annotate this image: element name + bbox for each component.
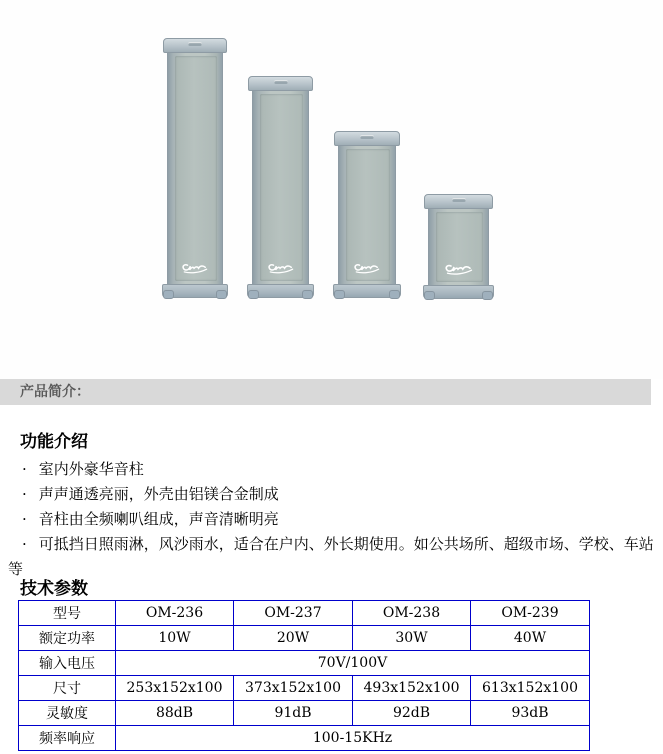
speaker-top-cap: [248, 76, 313, 91]
cell-value: 613x152x100: [471, 676, 590, 701]
handle-slot-icon: [452, 198, 466, 202]
bullet-dot-icon: ·: [22, 535, 27, 553]
row-label: 额定功率: [19, 626, 116, 651]
cell-value: 20W: [234, 626, 353, 651]
feature-bullet-1: [8, 457, 655, 482]
cell-value: OM-238: [353, 601, 471, 626]
speaker-foot: [334, 290, 345, 299]
cell-value: 253x152x100: [116, 676, 234, 701]
speaker-column-3: [337, 131, 397, 298]
speaker-top-cap: [424, 194, 493, 209]
speaker-base: [333, 284, 401, 298]
section-banner: [0, 379, 651, 405]
feature-bullet-3: [8, 507, 655, 532]
cell-value: 91dB: [234, 701, 353, 726]
table-row-frequency-response: [19, 726, 590, 751]
cell-value: 493x152x100: [353, 676, 471, 701]
banner-title: 产品简介：: [20, 384, 90, 400]
speaker-foot: [163, 290, 174, 299]
speaker-column-2: [251, 76, 310, 298]
speaker-body: [167, 53, 223, 284]
row-label: 灵敏度: [19, 701, 116, 726]
features-heading: 功能介绍: [20, 432, 88, 452]
speaker-top-cap: [163, 38, 227, 53]
row-label: 尺寸: [19, 676, 116, 701]
table-row-rated-power: [19, 626, 590, 651]
speaker-grille: [260, 94, 303, 281]
handle-slot-icon: [360, 135, 374, 139]
speaker-foot: [482, 291, 493, 300]
cell-value: OM-239: [471, 601, 590, 626]
table-row-sensitivity: [19, 701, 590, 726]
feature-text: 音柱由全频喇叭组成，声音清晰明亮: [38, 510, 279, 528]
table-row-input-voltage: [19, 651, 590, 676]
row-label: 型号: [19, 601, 116, 626]
speaker-foot: [424, 291, 435, 300]
row-label: 频率响应: [19, 726, 116, 751]
cell-value: OM-237: [234, 601, 353, 626]
cell-value: 373x152x100: [234, 676, 353, 701]
speaker-foot: [302, 290, 313, 299]
table-row-model: [19, 601, 590, 626]
cell-value: 30W: [353, 626, 471, 651]
speaker-column-1: [166, 38, 224, 298]
speaker-foot: [216, 290, 227, 299]
page-content: [0, 431, 663, 751]
speaker-foot: [389, 290, 400, 299]
speaker-base: [423, 285, 494, 299]
specs-heading: 技术参数: [20, 579, 88, 599]
speaker-body: [252, 91, 309, 284]
speaker-base: [247, 284, 314, 298]
feature-bullet-4: [8, 532, 655, 582]
handle-slot-icon: [188, 42, 202, 46]
feature-text: 室内外豪华音柱: [38, 460, 144, 478]
handle-slot-icon: [274, 80, 288, 84]
bullet-dot-icon: ·: [22, 485, 27, 503]
speaker-column-4: [427, 194, 490, 299]
cell-value: 92dB: [353, 701, 471, 726]
brand-swoosh-logo-icon: [267, 262, 295, 275]
feature-text: 声声通透亮丽，外壳由铝镁合金制成: [38, 485, 279, 503]
speaker-base: [162, 284, 228, 298]
cell-value: 93dB: [471, 701, 590, 726]
bullet-dot-icon: ·: [22, 460, 27, 478]
cell-value-merged: 100-15KHz: [116, 726, 590, 751]
cell-value: OM-236: [116, 601, 234, 626]
brand-swoosh-logo-icon: [444, 263, 474, 276]
row-label: 输入电压: [19, 651, 116, 676]
cell-value: 88dB: [116, 701, 234, 726]
speaker-body: [338, 146, 396, 284]
feature-text: 可抵挡日照雨淋，风沙雨水，适合在户内、外长期使用。如公共场所、超级市场、学校、车站等: [8, 535, 654, 578]
brand-swoosh-logo-icon: [353, 262, 381, 275]
bullet-dot-icon: ·: [22, 510, 27, 528]
speaker-body: [428, 209, 489, 285]
table-row-dimensions: [19, 676, 590, 701]
brand-swoosh-logo-icon: [181, 262, 209, 275]
cell-value: 40W: [471, 626, 590, 651]
cell-value: 10W: [116, 626, 234, 651]
specs-table: [18, 600, 590, 751]
cell-value-merged: 70V/100V: [116, 651, 590, 676]
speaker-grille: [175, 56, 217, 281]
speaker-foot: [248, 290, 259, 299]
speaker-top-cap: [334, 131, 400, 146]
feature-bullet-2: [8, 482, 655, 507]
